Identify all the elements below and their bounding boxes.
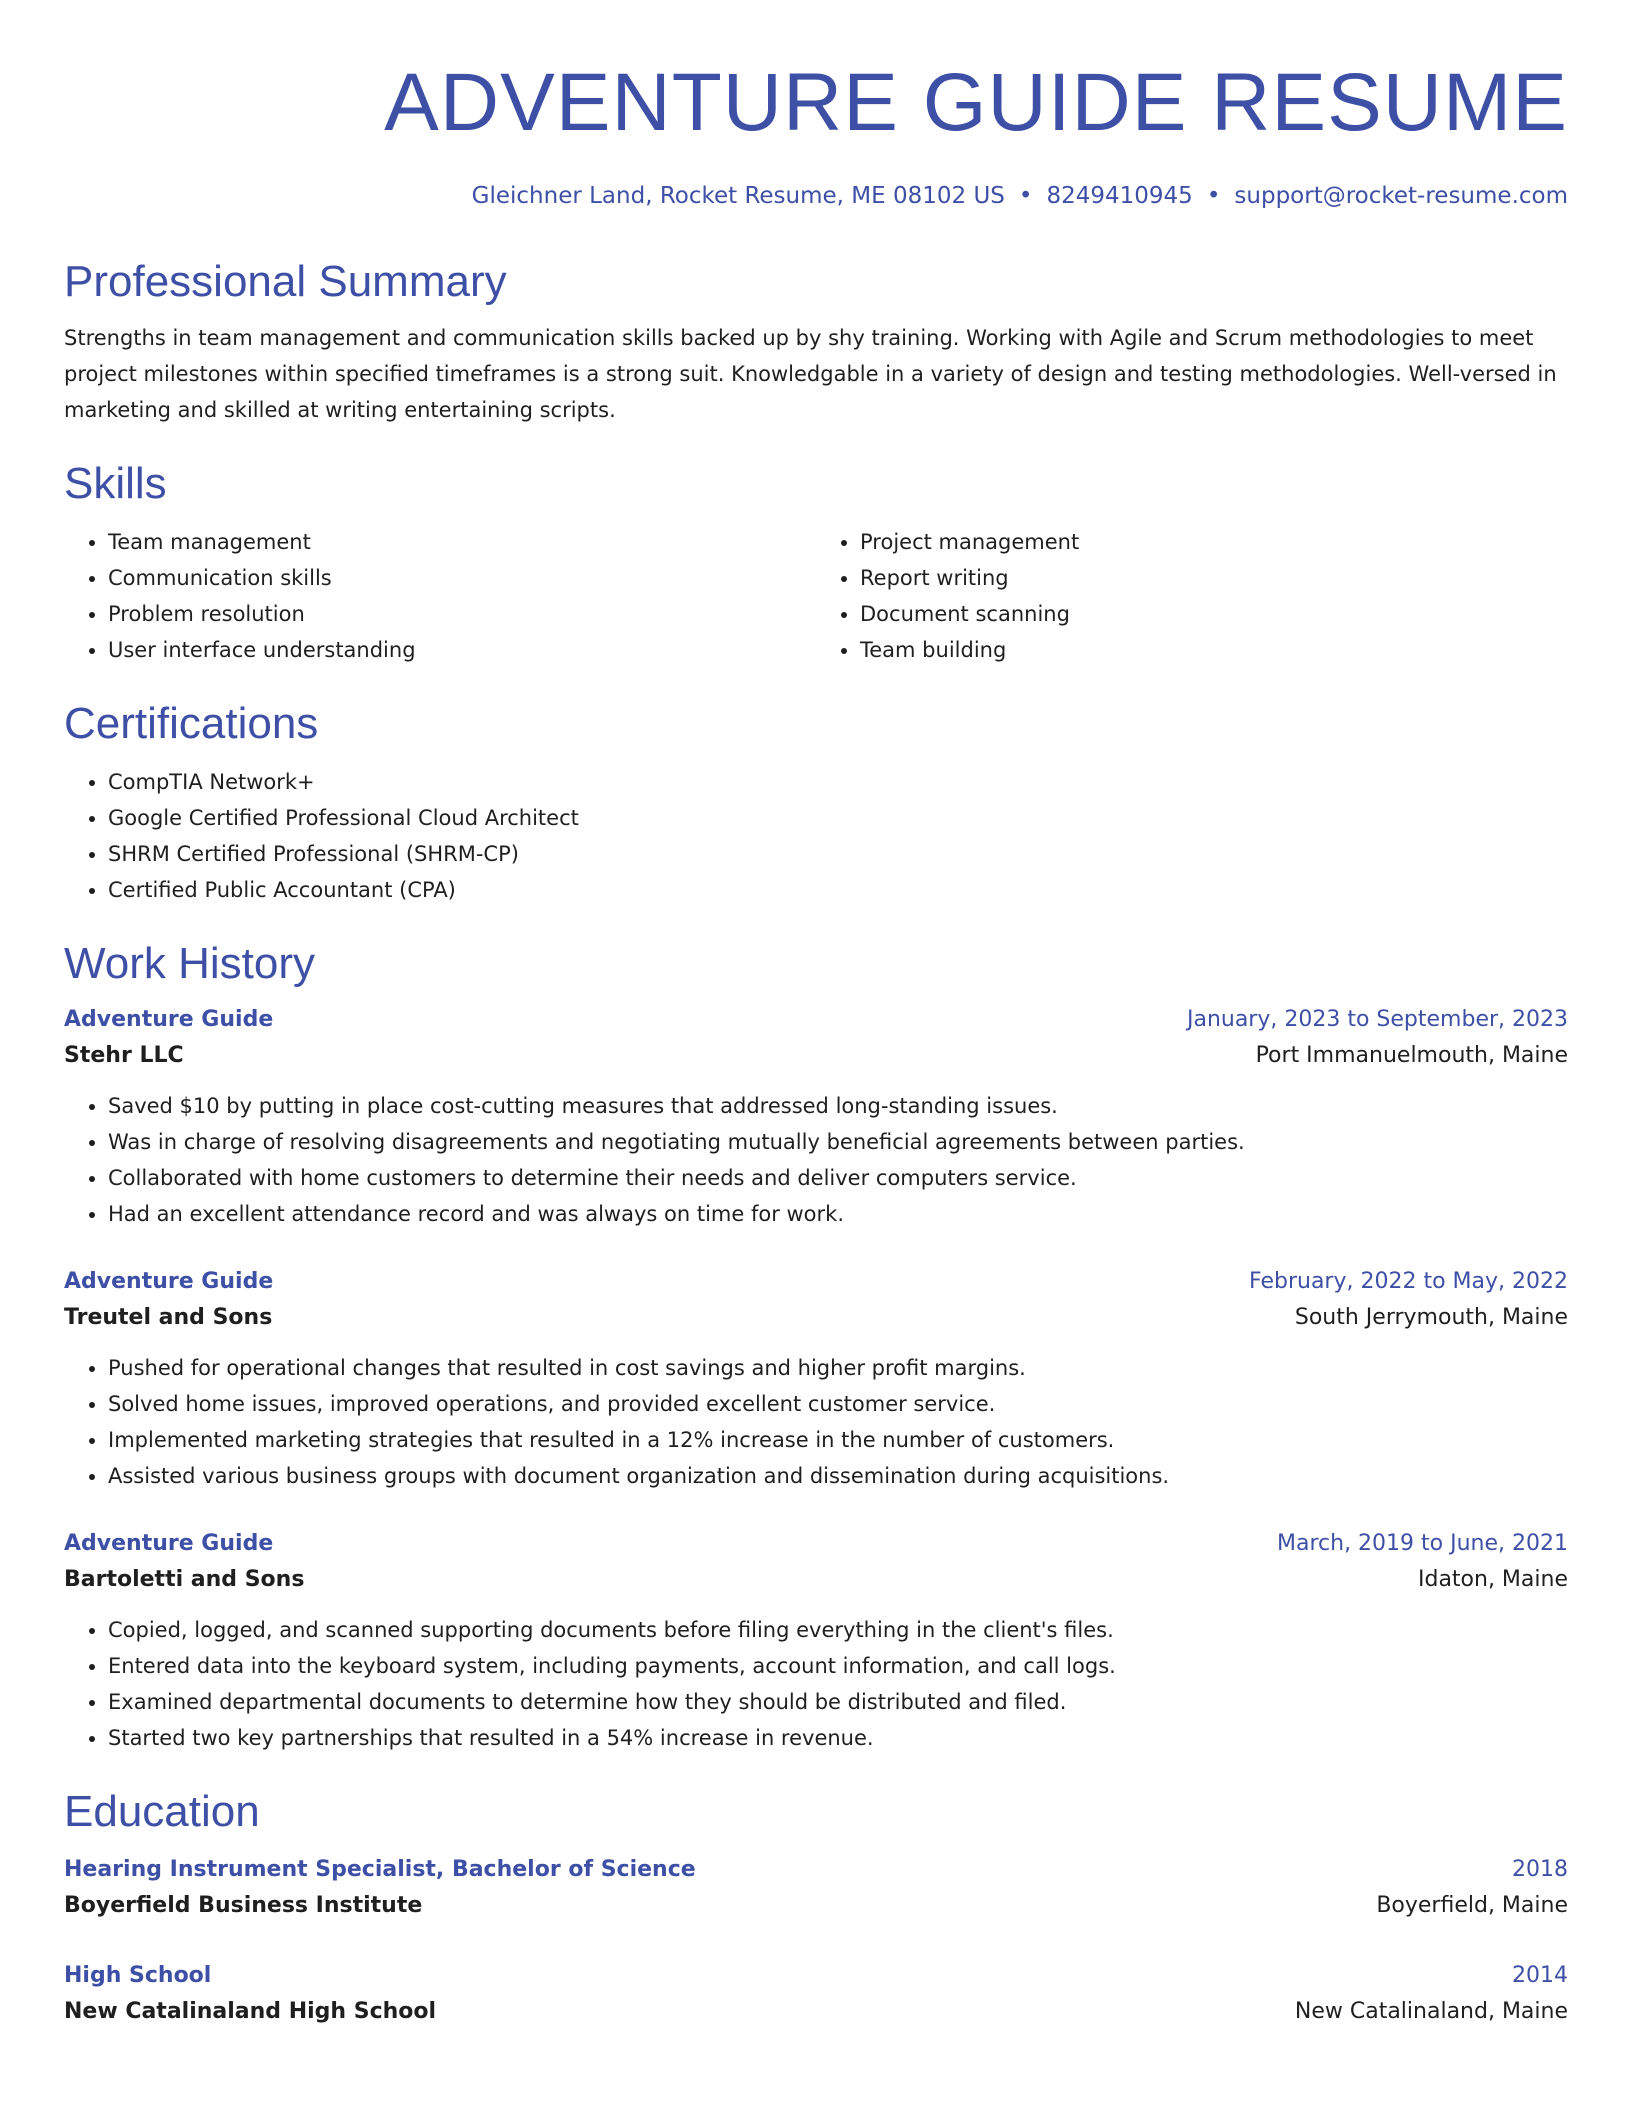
certification-item: • SHRM Certified Professional (SHRM-CP) xyxy=(108,836,1568,872)
skill-item: • Team management xyxy=(108,524,816,560)
job-bullet: • Collaborated with home customers to determine their needs and deliver computers service. xyxy=(108,1160,1568,1196)
job-header-row xyxy=(64,1264,1568,1300)
job-location: South Jerrymouth, Maine xyxy=(1294,1305,1568,1330)
education-degree: Hearing Instrument Specialist, Bachelor of Science xyxy=(64,1857,696,1882)
job-location: Idaton, Maine xyxy=(1417,1567,1568,1592)
job-company: Bartoletti and Sons xyxy=(64,1567,305,1592)
contact-line xyxy=(64,180,1568,212)
job-dates: February, 2022 to May, 2022 xyxy=(1249,1269,1568,1294)
contact-phone: 8249410945 xyxy=(1046,183,1193,209)
skill-item: • Project management xyxy=(860,524,1568,560)
job-bullet: • Was in charge of resolving disagreements and negotiating mutually beneficial agreements between parties. xyxy=(108,1124,1568,1160)
education-entry xyxy=(64,1852,1568,1924)
job-bullets xyxy=(64,1612,1568,1756)
education-school-row xyxy=(64,1888,1568,1924)
education-header-row xyxy=(64,1852,1568,1888)
certification-item: • Certified Public Accountant (CPA) xyxy=(108,872,1568,908)
certification-item: • CompTIA Network+ xyxy=(108,764,1568,800)
job-bullet: • Entered data into the keyboard system, including payments, account information, and call logs. xyxy=(108,1648,1568,1684)
job-title: Adventure Guide xyxy=(64,1269,274,1294)
education-year: 2018 xyxy=(1512,1857,1568,1882)
skill-item: • Communication skills xyxy=(108,560,816,596)
skill-item: • Report writing xyxy=(860,560,1568,596)
job-company-row xyxy=(64,1300,1568,1336)
education-heading: Education xyxy=(64,1787,260,1836)
job-bullet: • Solved home issues, improved operations, and provided excellent customer service. xyxy=(108,1386,1568,1422)
job-bullet: • Pushed for operational changes that resulted in cost savings and higher profit margins. xyxy=(108,1350,1568,1386)
job-company-row xyxy=(64,1038,1568,1074)
education-header-row xyxy=(64,1958,1568,1994)
certifications-heading: Certifications xyxy=(64,699,319,748)
skills-grid xyxy=(64,524,1568,668)
certifications-list xyxy=(64,764,1568,908)
education-year: 2014 xyxy=(1512,1963,1568,1988)
skills-heading: Skills xyxy=(64,459,167,508)
certification-item: • Google Certified Professional Cloud Architect xyxy=(108,800,1568,836)
job-bullets xyxy=(64,1350,1568,1494)
contact-separator: • xyxy=(1018,183,1033,209)
education-degree: High School xyxy=(64,1963,212,1988)
education-school: Boyerfield Business Institute xyxy=(64,1893,423,1918)
job-entry xyxy=(64,1002,1568,1232)
contact-address: Gleichner Land, Rocket Resume, ME 08102 US xyxy=(471,183,1005,209)
job-dates: March, 2019 to June, 2021 xyxy=(1277,1531,1568,1556)
job-location: Port Immanuelmouth, Maine xyxy=(1255,1043,1568,1068)
job-bullet: • Had an excellent attendance record and was always on time for work. xyxy=(108,1196,1568,1232)
contact-separator: • xyxy=(1206,183,1221,209)
education-location: Boyerfield, Maine xyxy=(1376,1893,1568,1918)
education-school: New Catalinaland High School xyxy=(64,1999,437,2024)
education-entry xyxy=(64,1958,1568,2030)
skill-item: • Problem resolution xyxy=(108,596,816,632)
skills-list-left xyxy=(64,524,816,668)
job-header-row xyxy=(64,1526,1568,1562)
skill-item: • Document scanning xyxy=(860,596,1568,632)
job-bullet: • Copied, logged, and scanned supporting documents before filing everything in the client's files. xyxy=(108,1612,1568,1648)
job-entry xyxy=(64,1264,1568,1494)
summary-heading: Professional Summary xyxy=(64,257,507,306)
job-title: Adventure Guide xyxy=(64,1007,274,1032)
skill-item: • User interface understanding xyxy=(108,632,816,668)
resume-title: ADVENTURE GUIDE RESUME xyxy=(384,57,1568,148)
job-bullet: • Examined departmental documents to determine how they should be distributed and filed. xyxy=(108,1684,1568,1720)
job-bullets xyxy=(64,1088,1568,1232)
job-title: Adventure Guide xyxy=(64,1531,274,1556)
education-location: New Catalinaland, Maine xyxy=(1294,1999,1568,2024)
job-company: Stehr LLC xyxy=(64,1043,184,1068)
job-bullet: • Implemented marketing strategies that resulted in a 12% increase in the number of customers. xyxy=(108,1422,1568,1458)
work-history-heading: Work History xyxy=(64,939,315,988)
job-company-row xyxy=(64,1562,1568,1598)
job-bullet: • Saved $10 by putting in place cost-cutting measures that addressed long-standing issues. xyxy=(108,1088,1568,1124)
education-school-row xyxy=(64,1994,1568,2030)
contact-email: support@rocket-resume.com xyxy=(1234,183,1568,209)
job-entry xyxy=(64,1526,1568,1756)
job-bullet: • Assisted various business groups with document organization and dissemination during acquisitions. xyxy=(108,1458,1568,1494)
skill-item: • Team building xyxy=(860,632,1568,668)
job-dates: January, 2023 to September, 2023 xyxy=(1186,1007,1568,1032)
job-company: Treutel and Sons xyxy=(64,1305,273,1330)
job-bullet: • Started two key partnerships that resulted in a 54% increase in revenue. xyxy=(108,1720,1568,1756)
job-header-row xyxy=(64,1002,1568,1038)
skills-list-right xyxy=(816,524,1568,668)
summary-text: Strengths in team management and communication skills backed up by shy training. Working with Agile and Scrum methodologies to meet project milestones within specified timeframes is a strong suit. Knowledgable in a variety of design and testing methodologies. Well-versed in marketing and skilled at writing entertaining scripts. xyxy=(64,326,1557,422)
